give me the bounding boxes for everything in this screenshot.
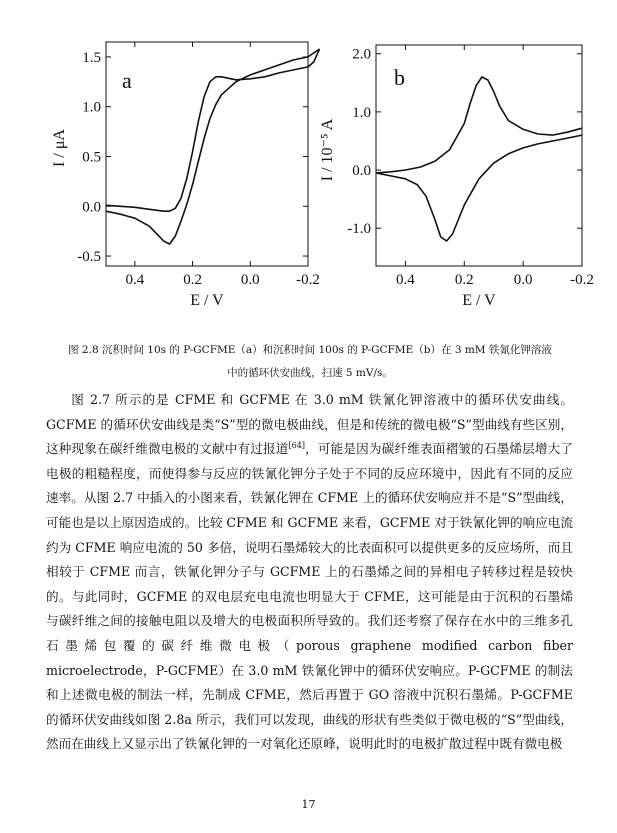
y-tick-label: 0.0: [352, 163, 371, 180]
cv-curve: [376, 135, 582, 241]
cv-curve: [106, 49, 320, 211]
cv-curve: [106, 49, 320, 244]
body-paragraph: [46, 388, 573, 757]
figure-caption-line2: 中的循环伏安曲线，扫速 5 mV/s。: [227, 367, 393, 379]
x-tick-label: 0.2: [454, 272, 474, 288]
body-text: [46, 388, 573, 757]
y-tick-label: -1.0: [347, 221, 371, 238]
chart-panel-a: [51, 42, 320, 309]
plot-frame: [106, 42, 308, 266]
y-tick-label: 2.0: [352, 46, 371, 63]
y-tick-label: 0.0: [82, 199, 101, 216]
panel-label: a: [122, 68, 132, 93]
x-axis-label: E / V: [462, 292, 496, 309]
x-axis-label: E / V: [190, 292, 224, 309]
x-tick-label: 0.4: [396, 272, 415, 288]
cv-curve: [376, 77, 582, 173]
y-axis-label: I / 10⁻⁵ A: [319, 118, 336, 182]
y-tick-label: 1.0: [352, 104, 371, 121]
plot-frame: [376, 45, 582, 266]
paragraph-rest: ，可能是因为碳纤维表面褶皱的石墨烯层增大了电极的粗糙程度，而使得参与反应的铁氰化钾分子处于不同的反应环境中，因此有不同的反应速率。从图 2.7 中插入的小图来看，铁氰化钾在 CFME 上的循环伏安响应并不是“S”型曲线，可能也是以上原因造成的。比较 CFME 和 GCFME 来看，GCFME 对于铁氰化钾的响应电流约为 CFME 响应电流的 50 多倍，说明石墨烯较大的比表面积可以提供更多的反应场所，而且相较于 CFME 而言，铁氰化钾分子与 GCFME 上的石墨烯之间的异相电子转移过程是较快的。与此同时，GCFME 的双电层充电电流也明显大于 CFME，这可能是由于沉积的石墨烯与碳纤维之间的接触电阻以及增大的电极面积所导致的。我们还考察了保存在水中的三维多孔石墨烯包覆的碳纤维微电极（porous graphene modified carbon fiber microelectrode，P-GCFME）在 3.0 mM 铁氰化钾中的循环伏安响应。P-GCFME 的制法和上述微电极的制法一样，先制成 CFME，然后再置于 GO 溶液中沉积石墨烯。P-GCFME 的循环伏安曲线如图 2.8a 所示，我们可以发现，曲线的形状有些类似于微电极的“S”型曲线，然而在曲线上又显示出了铁氰化钾的一对氧化还原峰，说明此时的电极扩散过程中既有微电极: [46, 441, 574, 752]
y-tick-label: 1.5: [82, 49, 101, 66]
y-axis-label: I / μA: [51, 129, 68, 167]
paragraph-start: 图 2.7 所示的是 CFME 和 GCFME 在 3.0 mM 铁氰化钾溶液中的循环伏安曲线。GCFME 的循环伏安曲线是类“S”型的微电极曲线，但是和传统的微电极“S”型曲线有些区别，这种现象在碳纤维微电极的文献中有过报道: [46, 392, 573, 457]
chart-panel-b: [319, 45, 594, 309]
y-tick-label: -0.5: [77, 249, 101, 266]
citation-ref[interactable]: [64]: [288, 441, 305, 450]
x-tick-label: 0.0: [513, 272, 533, 288]
y-tick-label: 1.0: [82, 99, 101, 116]
page-number: 17: [301, 798, 316, 811]
panel-label: b: [394, 65, 405, 90]
x-tick-label: 0.4: [125, 272, 145, 288]
x-tick-label: 0.2: [183, 272, 202, 288]
x-tick-label: -0.2: [296, 272, 320, 288]
x-tick-label: -0.2: [570, 272, 594, 288]
figure-caption-line1: 图 2.8 沉积时间 10s 的 P-GCFME（a）和沉积时间 100s 的 P-GCFME（b）在 3 mM 铁氰化钾溶液: [68, 344, 552, 356]
x-tick-label: 0.0: [240, 272, 260, 288]
cv-figure: [0, 0, 617, 335]
y-tick-label: 0.5: [82, 149, 101, 166]
